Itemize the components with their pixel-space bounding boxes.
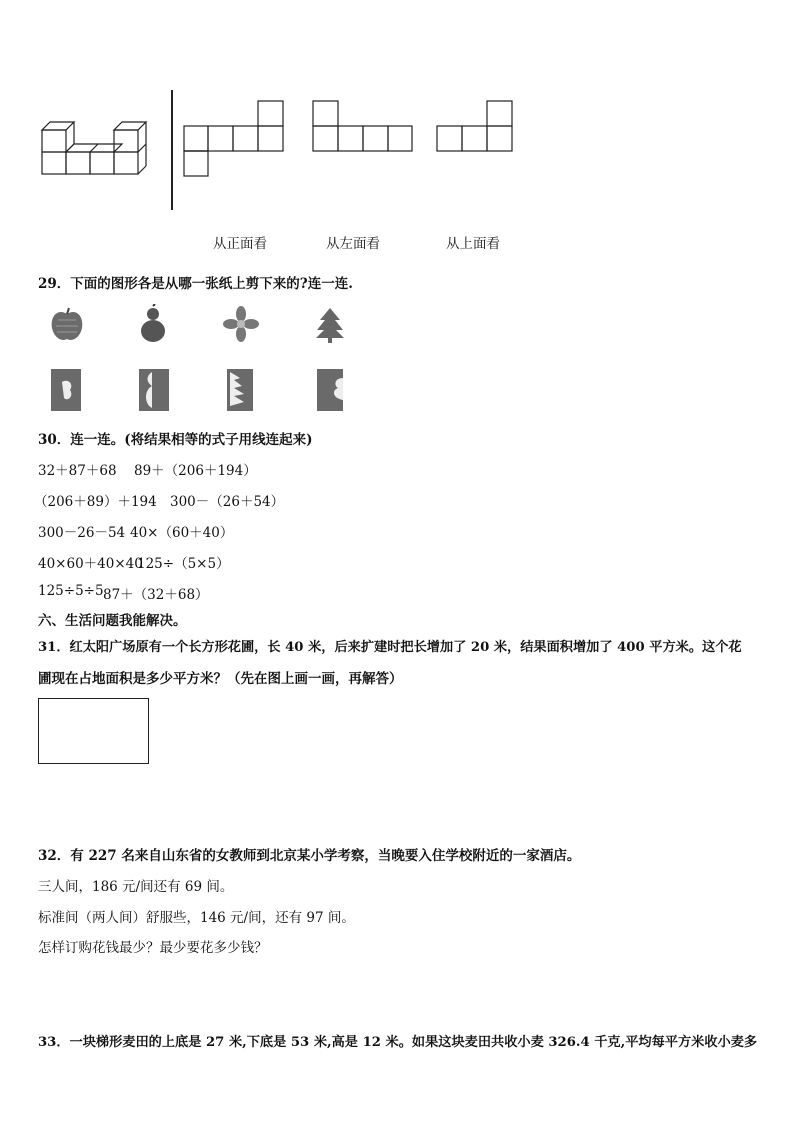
question-32-line1: 32．有 227 名来自山东省的女教师到北京某小学考察，当晚要入住学校附近的一家酒店。: [38, 848, 581, 864]
expr-right-5: 87＋（32＋68）: [103, 587, 209, 603]
expr-right-1: 89＋（206＋194）: [134, 463, 257, 479]
front-view-answer-grid: [183, 100, 285, 178]
paper-apple-cut-icon: [50, 368, 82, 412]
expr-right-3: 40×（60＋40）: [130, 525, 234, 541]
garden-rectangle-drawing-area[interactable]: [38, 698, 149, 764]
question-32-line2: 三人间，186 元/间还有 69 间。: [38, 879, 234, 895]
left-view-answer-grid: [312, 100, 414, 154]
question-33-line1: 33．一块梯形麦田的上底是 27 米,下底是 53 米,高是 12 米。如果这块麦田共收小麦 326.4 千克,平均每平方米收小麦多: [38, 1035, 758, 1050]
left-view-label: 从左面看: [326, 236, 380, 252]
paper-flower-cut-icon: [316, 368, 344, 412]
divider-line: [171, 90, 173, 210]
expr-left-2: （206＋89）＋194: [34, 494, 157, 510]
flower-icon: [223, 306, 259, 342]
apple-icon: [48, 306, 86, 344]
question-30: 30．连一连。(将结果相等的式子用线连起来): [38, 432, 313, 448]
expr-left-5: 125÷5÷5: [38, 583, 104, 599]
paper-gourd-cut-icon: [138, 368, 170, 412]
question-32-line4: 怎样订购花钱最少？最少要花多少钱？: [38, 940, 268, 956]
expr-right-4: 125÷（5×5）: [137, 556, 230, 572]
top-view-label: 从上面看: [446, 236, 500, 252]
tree-icon: [314, 306, 346, 344]
section-6-title: 六、生活问题我能解决。: [38, 613, 187, 629]
question-31-line2: 圃现在占地面积是多少平方米？（先在图上画一画，再解答）: [38, 671, 403, 687]
expr-left-4: 40×60＋40×40: [38, 556, 143, 572]
cube-stack-figure: [40, 120, 160, 180]
question-31-line1: 31．红太阳广场原有一个长方形花圃，长 40 米，后来扩建时把长增加了 20 米，结果面积增加了 400 平方米。这个花: [38, 640, 742, 655]
paper-tree-cut-icon: [226, 368, 254, 412]
expr-right-2: 300－（26＋54）: [170, 494, 285, 510]
question-29: 29．下面的图形各是从哪一张纸上剪下来的?连一连.: [38, 276, 353, 292]
expr-left-1: 32＋87＋68: [38, 463, 117, 479]
top-view-answer-grid: [436, 100, 516, 154]
question-32-line3: 标准间（两人间）舒服些，146 元/间，还有 97 间。: [38, 910, 355, 926]
front-view-label: 从正面看: [213, 236, 267, 252]
gourd-icon: [136, 304, 170, 344]
expr-left-3: 300－26－54: [38, 525, 126, 541]
